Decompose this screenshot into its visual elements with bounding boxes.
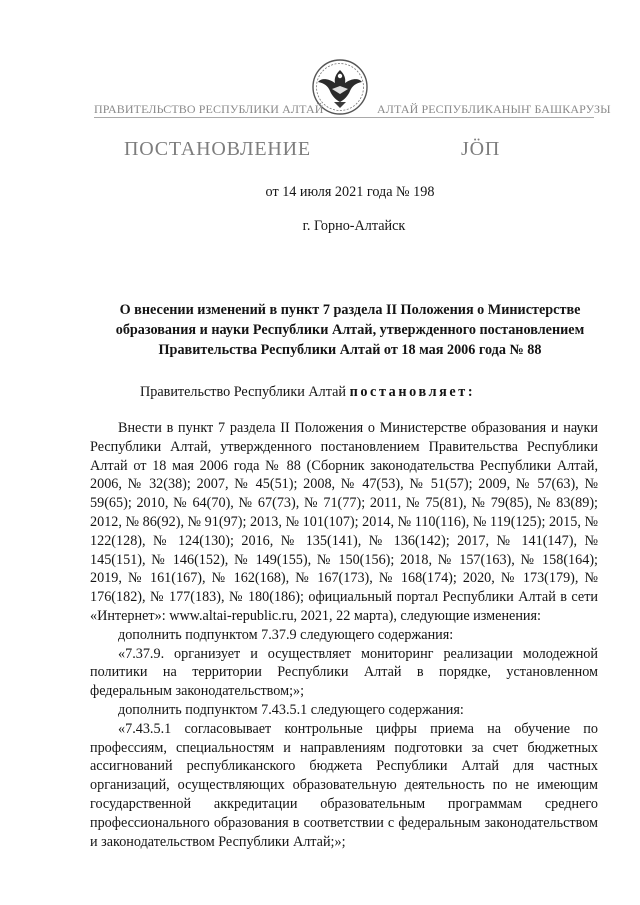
document-city: г. Горно-Алтайск (302, 218, 406, 234)
document-title: О внесении изменений в пункт 7 раздела II Положения о Министерстве образования и науки Республики Алтай, утвержденного постановлением Правительства Республики Алтай от 18 мая 2006 года № 88 (115, 302, 585, 358)
body-paragraph: дополнить подпунктом 7.37.9 следующего содержания: (118, 626, 454, 643)
document-date-number: от 14 июля 2021 года № 198 (265, 184, 435, 200)
body-paragraph: дополнить подпунктом 7.43.5.1 следующего содержания: (118, 701, 464, 718)
header-divider (94, 117, 594, 118)
preamble-text: Правительство Республики Алтай (140, 384, 347, 400)
body-paragraph: Внести в пункт 7 раздела II Положения о Министерстве образования и науки Республики Алтай, утвержденного постановлением Правительства Республики Алтай от 18 мая 2006 года № 88 (Сборник законодательства Республики Алтай, 2006, № 32(38); 2007, № 45(51); 2008, № 47(53), № 51(57); 2009, № 57(63), № 59(65); 2010, № 64(70), № 67(73), № 71(77); 2011, № 75(81), № 79(85), № 83(89); 2012, № 86(92), № 91(97); 2013, № 101(107); 2014, № 110(116), № 119(125); 2015, № 122(128), № 124(130); 2016, № 135(141), № 136(142); 2017, № 141(147), № 145(151), № 146(152), № 149(155), № 150(156); 2018, № 157(163), № 158(164); 2019, № 161(167), № 162(168), № 167(173), № 168(174); 2020, № 173(179), № 176(182), № 177(183), № 180(186); официальный портал Республики Алтай в сети «Интернет»: www.altai-republic.ru, 2021, 22 марта), следующие изменения: (90, 420, 598, 624)
preamble (140, 384, 475, 401)
body-paragraph: «7.37.9. организует и осуществляет мониторинг реализации молодежной политики на территории Республики Алтай в порядке, установленном федеральным законодательством;»; (90, 645, 598, 700)
body-paragraph: «7.43.5.1 согласовывает контрольные цифры приема на обучение по профессиям, специальностям и направлениям подготовки за счет бюджетных ассигнований республиканского бюджета Республики Алтай для частных организаций, осуществляющих образовательную деятельность по не имеющим государственной аккредитации образовательным программам среднего профессионального образования в соответствии с федеральным законодательством и законодательством Республики Алтай;»; (90, 720, 598, 850)
document-kind-altai: ЈӦП (461, 138, 501, 160)
org-name-russian: ПРАВИТЕЛЬСТВО РЕСПУБЛИКИ АЛТАЙ (94, 102, 324, 116)
org-name-altai: АЛТАЙ РЕСПУБЛИКАНЫҤ БАШКАРУЗЫ (377, 102, 611, 116)
preamble-decide: постановляет: (349, 384, 476, 400)
document-body (90, 419, 598, 851)
document-kind-russian: ПОСТАНОВЛЕНИЕ (124, 138, 311, 160)
